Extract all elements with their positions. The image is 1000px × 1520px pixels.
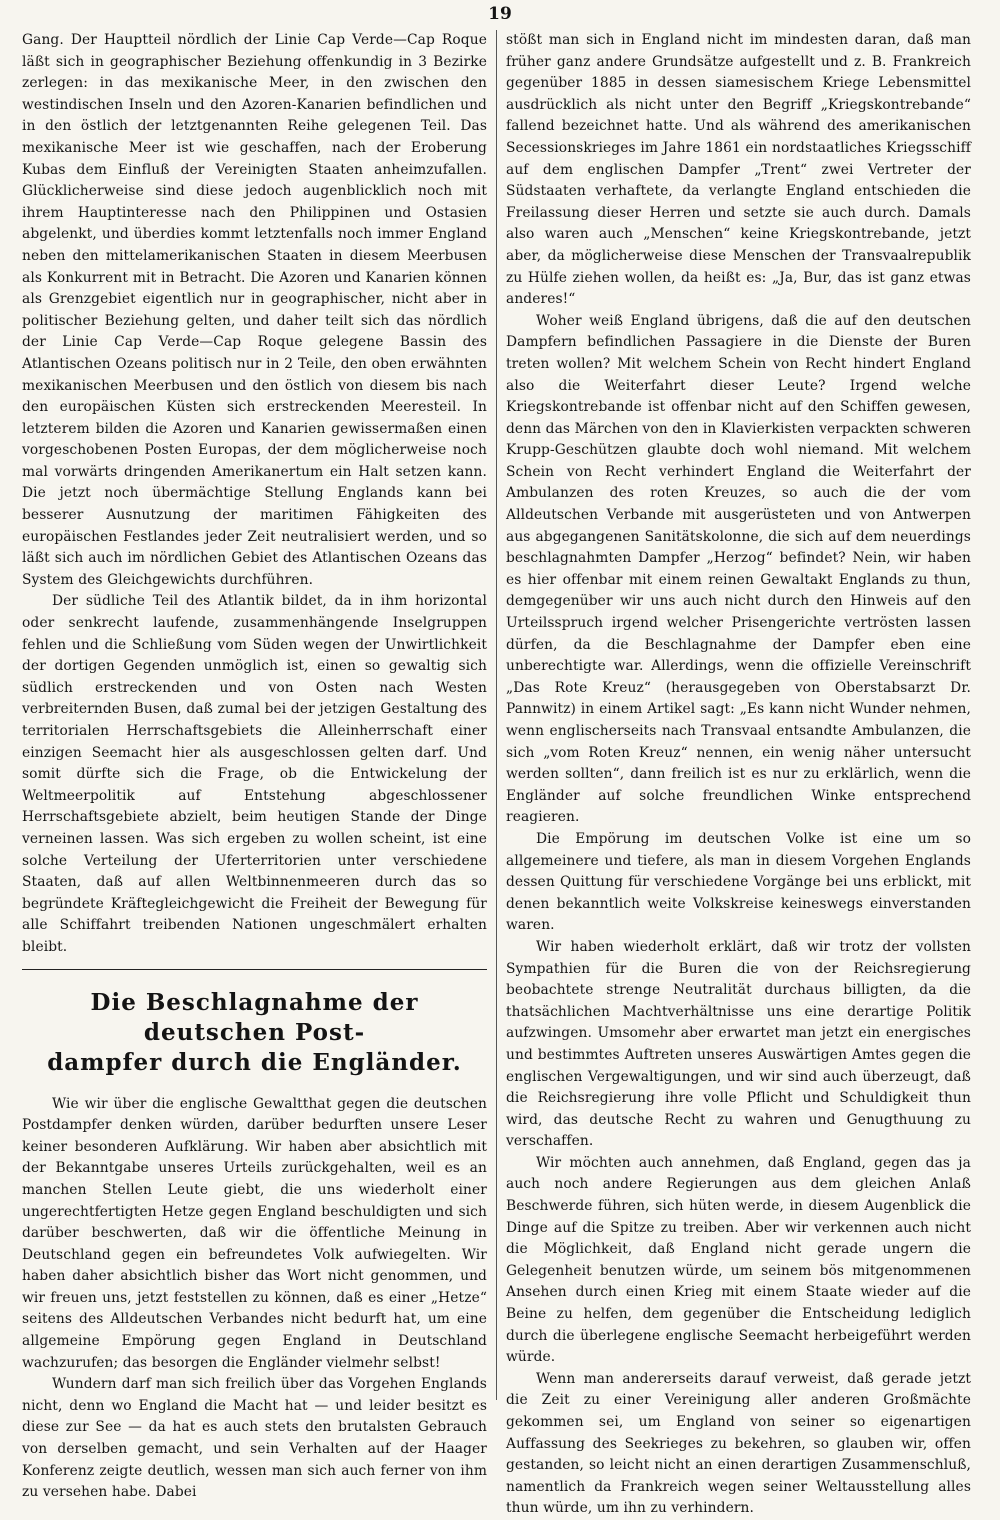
paragraph: Wir haben wiederholt erklärt, daß wir trotz der vollsten Sympathien für die Buren die von der Reichsregierung beobachtete strenge Neutralität durchaus billigten, da die thatsächlichen Machtverhältnisse uns eine derartige Politik aufzwingen. Umsomehr aber erwartet man jetzt ein energisches und bestimmtes Auftreten unseres Auswärtigen Amtes gegen die englischen Vergewaltigungen, und wir sind auch überzeugt, daß die Reichsregierung ihre volle Pflicht und Schuldigkeit thun wird, das deutsche Recht zu wahren und Genugthuung zu verschaffen. xyxy=(506,938,971,1150)
paragraph: stößt man sich in England nicht im mindesten daran, daß man früher ganz andere Grundsätze aufgestellt und z. B. Frankreich gegenüber 1885 in dessen siamesischem Kriege Lebensmittel ausdrücklich als nicht unter den Begriff „Kriegskontrebande“ fallend bezeichnet hatte. Und als während des amerikanischen Secessionskrieges im Jahre 1861 ein nordstaatliches Kriegsschiff auf dem englischen Dampfer „Trent“ zwei Vertreter der Südstaaten verhaftete, da verlangte England entschieden die Freilassung dieser Herren und setzte sie auch durch. Damals also waren auch „Menschen“ keine Kriegskontrebande, jetzt aber, da möglicherweise diese Menschen der Transvaalrepublik zu Hülfe ziehen wollen, da heißt es: „Ja, Bur, das ist ganz etwas anderes!“ xyxy=(506,32,971,308)
paragraph: Wie wir über die englische Gewaltthat gegen die deutschen Postdampfer denken würden, darüber bedurften unsere Leser keiner besonderen Aufklärung. Wir haben aber absichtlich mit der Bekanntgabe unseres Urteils zurückgehalten, weil es an manchen Stellen Leute giebt, die uns wiederholt einer ungerechtfertigten Hetze gegen England beschuldigten und sich darüber beschwerten, daß wir die öffentliche Meinung in Deutschland gegen ein befreundetes Volk aufwiegelten. Wir haben daher absichtlich bisher das Wort nicht genommen, und wir freuen uns, jetzt feststellen zu können, daß es einer „Hetze“ seitens des Alldeutschen Verbandes nicht bedurft hat, um eine allgemeine Empörung gegen England in Deutschland wachzurufen; das besorgen die Engländer vielmehr selbst! xyxy=(22,1095,487,1371)
article-heading-line2: dampfer durch die Engländer. xyxy=(47,1048,462,1076)
paragraph: Woher weiß England übrigens, daß die auf den deutschen Dampfern befindlichen Passagiere in die Dienste der Buren treten wollen? Mit welchem Schein von Recht hindert England also die Weiterfahrt dieser Leute? Irgend welche Kriegskontrebande ist offenbar nicht auf den Schiffen gewesen, denn das Märchen von den in Klavierkisten verpackten schweren Krupp-Geschützen glaubte doch wohl niemand. Mit welchem Schein von Recht verhindert England die Weiterfahrt der Ambulanzen des roten Kreuzes, so auch die der vom Alldeutschen Verbande mit ausgerüsteten und von Antwerpen aus abgegangenen Sanitätskolonne, die sich auf dem neuerdings beschlagnahmten Dampfer „Herzog“ befindet? Nein, wir haben es hier offenbar mit einem reinen Gewaltakt Englands zu thun, demgegenüber wir uns auch nicht durch den Hinweis auf den Urteilsspruch irgend welcher Prisengerichte vertrösten lassen dürfen, da die Beschlagnahme der Dampfer eben eine unberechtigte war. Allerdings, wenn die offizielle Vereinschrift „Das Rote Kreuz“ (herausgegeben von Oberstabsarzt Dr. Pannwitz) in einem Artikel sagt: „Es kann nicht Wunder nehmen, wenn englischerseits nach Transvaal entsandte Ambulanzen, die sich „vom Roten Kreuz“ nennen, ein wenig näher untersucht werden sollten“, dann freilich ist es nur zu erklärlich, wenn die Engländer auf solche freundlichen Winke entsprechend reagieren. xyxy=(506,312,971,826)
paragraph: Wenn man andererseits darauf verweist, daß gerade jetzt die Zeit zu einer Vereinigung aller anderen Großmächte gekommen sei, um England von seiner so eigenartigen Auffassung des Seekrieges zu bekehren, so glauben wir, offen gestanden, so leicht nicht an einen derartigen Zusammenschluß, namentlich da Frankreich wegen seiner Weltausstellung alles thun würde, um ihn zu verhindern. xyxy=(506,1370,971,1517)
page-number: 19 xyxy=(488,4,512,24)
article-heading-line1: Die Beschlagnahme der deutschen Post- xyxy=(90,988,419,1046)
right-column xyxy=(506,30,971,1520)
section-rule xyxy=(22,969,487,970)
column-divider xyxy=(496,30,497,1400)
paragraph: Der südliche Teil des Atlantik bildet, da in ihm horizontal oder senkrecht laufende, zusammenhängende Inselgruppen fehlen und die Schließung vom Süden wegen der Unwirtlichkeit der dortigen Gegenden unmöglich ist, einen so gewaltig sich südlich erstreckenden und von Osten nach Westen verbreiternden Busen, daß zumal bei der jetzigen Gestaltung des territorialen Herrschaftsgebiets die Alleinherrschaft einer einzigen Seemacht hier als ausgeschlossen gelten darf. Und somit dürfte sich die Frage, ob die Entwickelung der Weltmeerpolitik auf Entstehung abgeschlossener Herrschaftsgebiete abzielt, beim heutigen Stande der Dinge verneinen lassen. Was sich ergeben zu wollen scheint, ist eine solche Verteilung der Uferterritorien unter verschiedene Staaten, daß auf allen Weltbinnenmeeren durch das so begründete Kräftegleichgewicht die Freiheit der Bewegung für alle Schiffahrt treibenden Nationen ungeschmälert erhalten bleibt. xyxy=(22,593,487,955)
paragraph: Die Empörung im deutschen Volke ist eine um so allgemeinere und tiefere, als man in diesem Vorgehen Englands dessen Quittung für verschiedene Vorgänge bei uns erblickt, mit denen bekanntlich weite Volkskreise keineswegs einverstanden waren. xyxy=(506,830,971,934)
left-column xyxy=(22,30,487,1504)
paragraph: Wir möchten auch annehmen, daß England, gegen das ja auch noch andere Regierungen aus dem gleichen Anlaß Beschwerde führen, sich hüten werde, in diesem Augenblick die Dinge auf die Spitze zu treiben. Aber wir verkennen auch nicht die Möglichkeit, daß England nicht gerade ungern die Gelegenheit benutzen würde, um seinem bös mitgenommenen Ansehen durch einen Krieg mit einem Staate wieder auf die Beine zu helfen, dem gegenüber die Entscheidung lediglich durch die überlegene englische Seemacht herbeigeführt werden würde. xyxy=(506,1154,971,1366)
article-heading xyxy=(22,988,487,1078)
paragraph: Wundern darf man sich freilich über das Vorgehen Englands nicht, denn wo England die Macht hat — und leider besitzt es diese zur See — da hat es auch stets den brutalsten Gebrauch von derselben gemacht, und sein Verhalten auf der Haager Konferenz zeigte deutlich, wessen man sich auch ferner von ihm zu versehen habe. Dabei xyxy=(22,1376,487,1501)
paragraph: Gang. Der Hauptteil nördlich der Linie Cap Verde—Cap Roque läßt sich in geographischer Beziehung offenkundig in 3 Bezirke zerlegen: in das mexikanische Meer, in den zwischen den westindischen Inseln und den Azoren-Kanarien befindlichen und in den östlich der letztgenannten Reihe gelegenen Teil. Das mexikanische Meer ist wie geschaffen, nach der Eroberung Kubas dem Einfluß der Vereinigten Staaten anheimzufallen. Glücklicherweise sind diese jedoch augenblicklich noch mit ihrem Hauptinteresse nach den Philippinen und Ostasien abgelenkt, und überdies kommt letztenfalls noch immer England neben den mittelamerikanischen Staaten in diesem Meerbusen als Konkurrent mit in Betracht. Die Azoren und Kanarien können als Grenzgebiet eigentlich nur in geographischer, nicht aber in politischer Beziehung gelten, und daher teilt sich das nördlich der Linie Cap Verde—Cap Roque gelegene Bassin des Atlantischen Ozeans politisch nur in 2 Teile, den oben erwähnten mexikanischen Meerbusen und den östlich von diesem bis nach den europäischen Küsten sich erstreckenden Meeresteil. In letzterem bilden die Azoren und Kanarien gewissermaßen einen vorgeschobenen Posten Europas, der dem möglicherweise noch mal vorwärts dringenden Amerikanertum ein Halt setzen kann. Die jetzt noch übermächtige Stellung Englands kann bei besserer Ausnutzung der maritimen Fähigkeiten des europäischen Festlandes jeder Zeit neutralisiert werden, und so läßt sich auch im nördlichen Gebiet des Atlantischen Ozeans das System des Gleichgewichts durchführen. xyxy=(22,32,487,588)
